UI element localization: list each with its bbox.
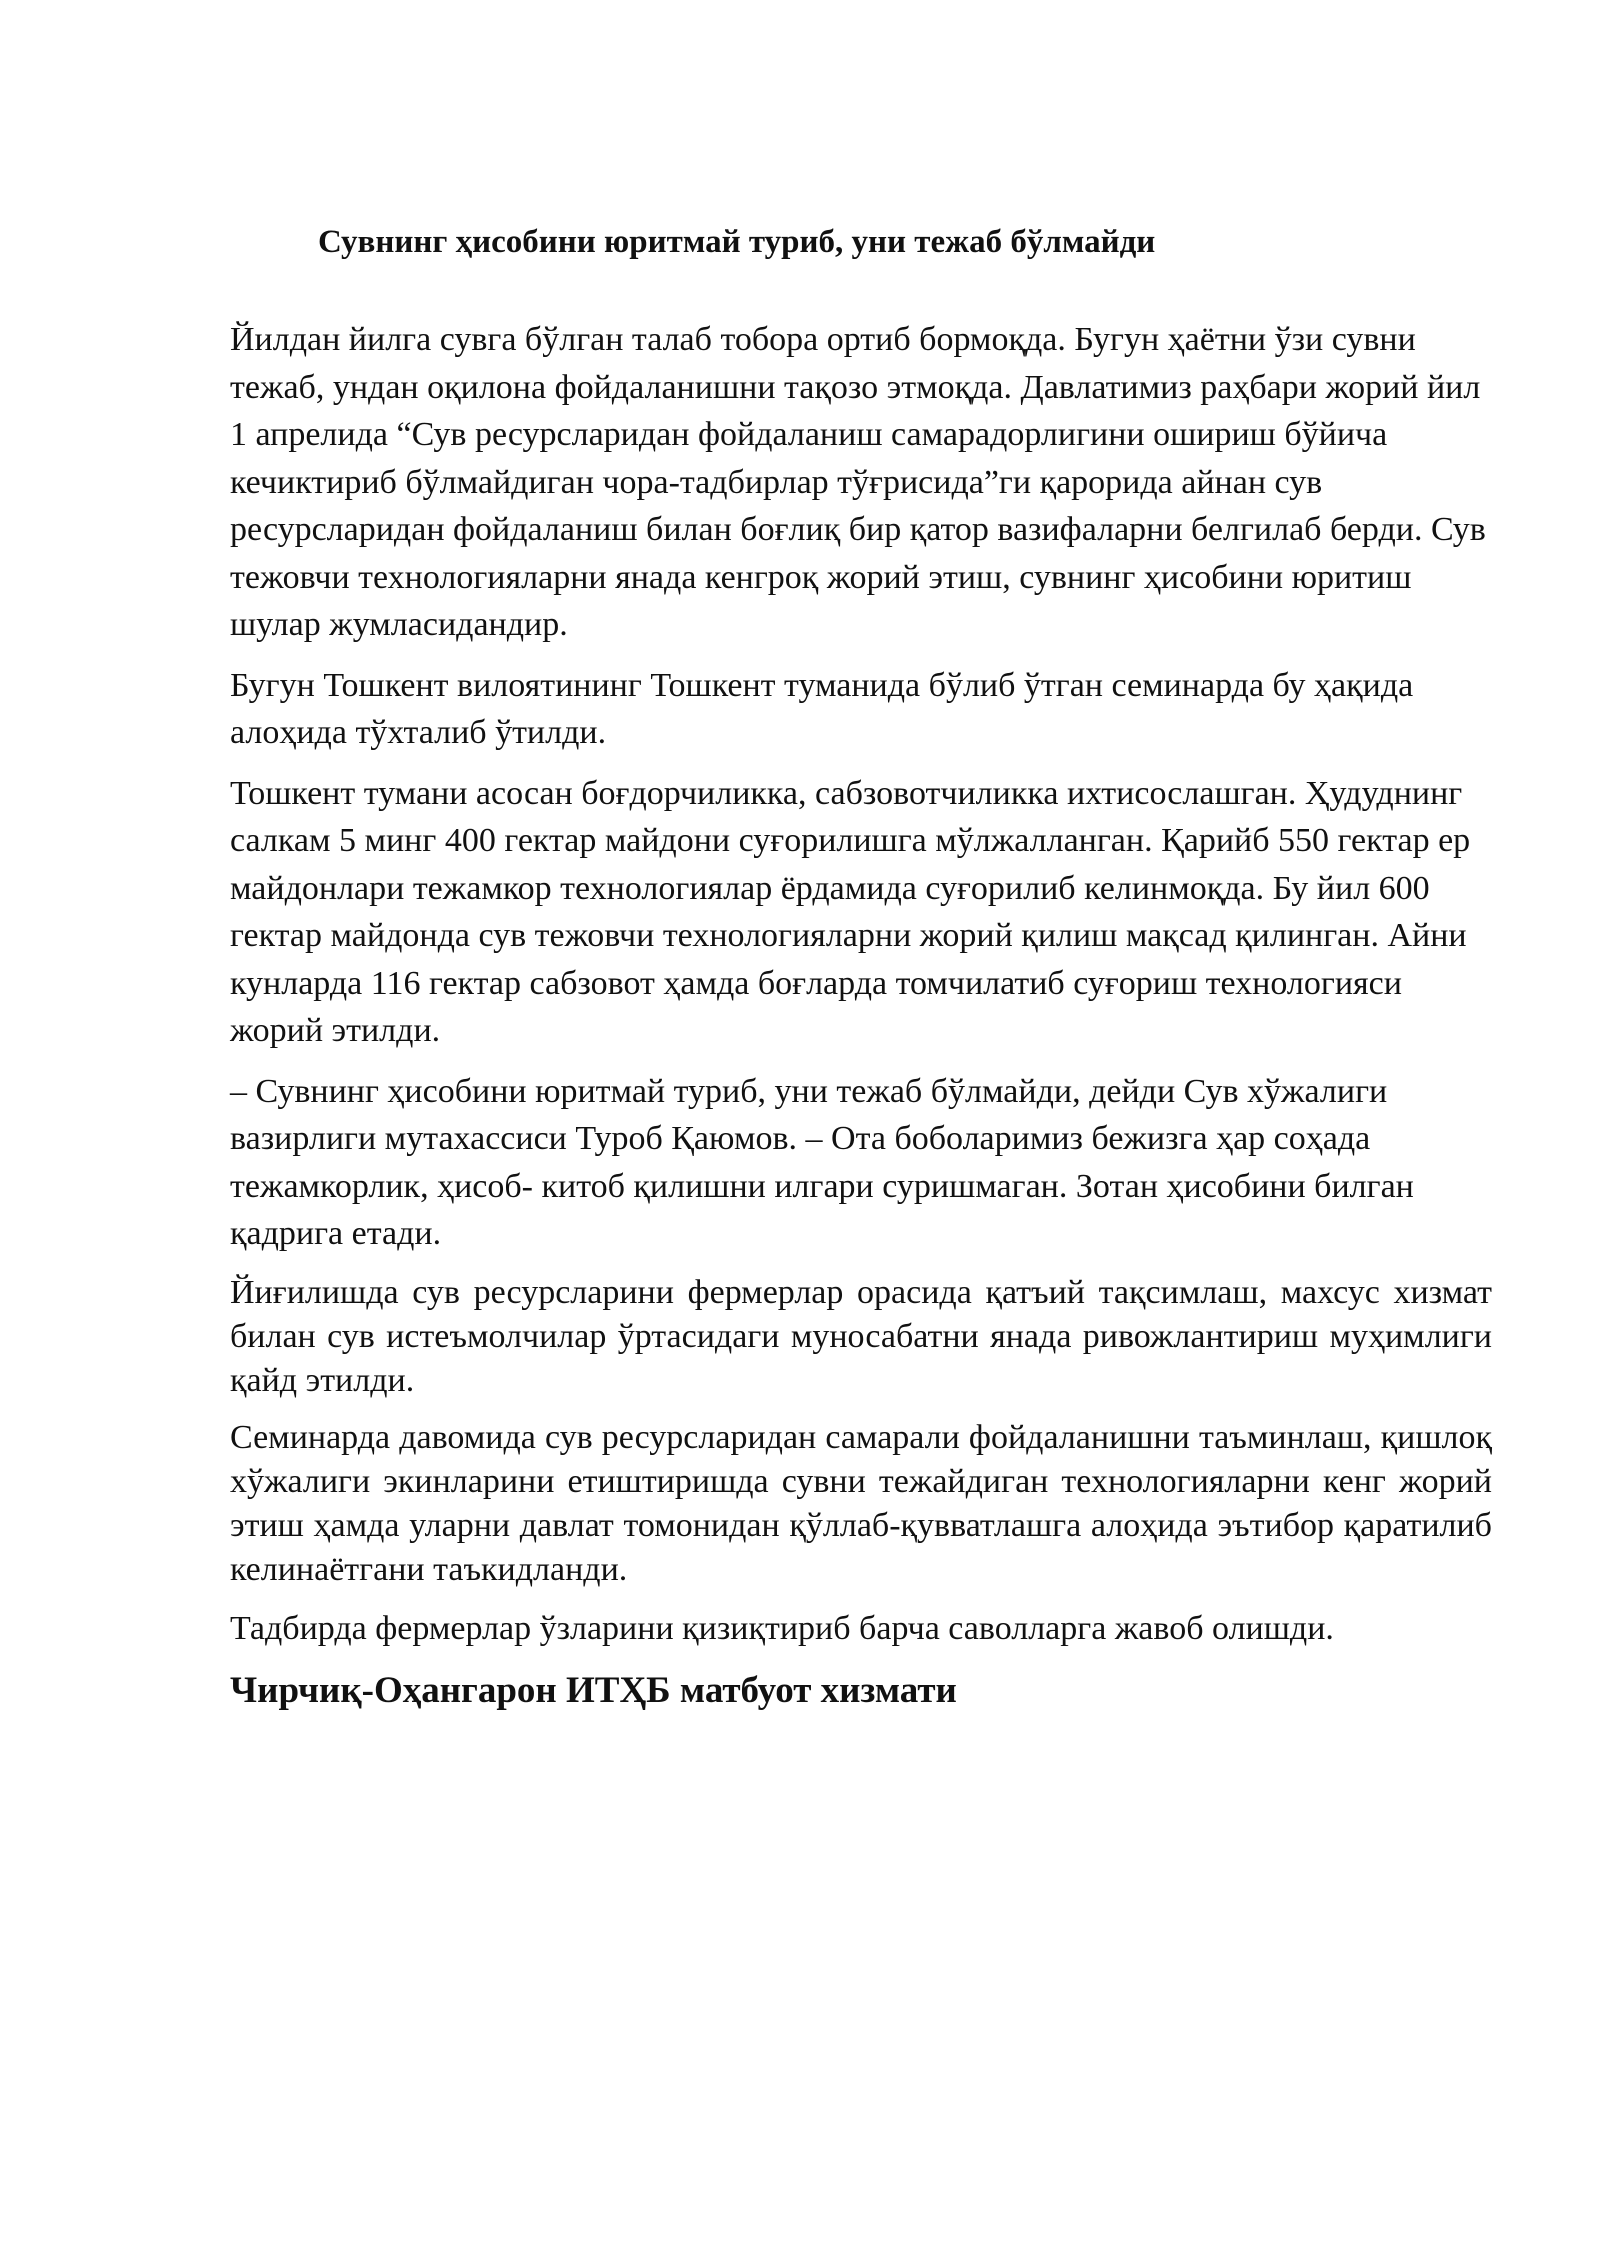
paragraph-6: Семинарда давомида сув ресурсларидан самарали фойдаланишни таъминлаш, қишлоқ хўжалиги экинларини етиштиришда сувни тежайдиган технологияларни кенг жорий этиш ҳамда уларни давлат томонидан қўллаб-қувватлашга алоҳида эътибор қаратилиб келинаётгани таъкидланди. — [230, 1418, 1492, 1588]
paragraph-7: Тадбирда фермерлар ўзларини қизиқтириб барча саволларга жавоб олишди. — [230, 1609, 1334, 1647]
paragraph-5: Йиғилишда сув ресурсларини фермерлар орасида қатъий тақсимлаш, махсус хизмат билан сув истеъмолчилар ўртасидаги муносабатни янада ривожлантириш муҳимлиги қайд этилди. — [230, 1273, 1492, 1399]
press-service-signature: Чирчиқ-Оҳангарон ИТҲБ матбуот хизмати — [230, 1670, 957, 1711]
paragraph-3: Тошкент тумани асосан боғдорчиликка, сабзовотчиликка ихтисослашган. Ҳудуднинг салкам 5 минг 400 гектар майдони суғорилишга мўлжалланган. Қарийб 550 гектар ер майдонлари тежамкор технологиялар ёрдамида суғорилиб келинмоқда. Бу йил 600 гектар майдонда сув тежовчи технологияларни жорий қилиш мақсад қилинган. Айни кунларда 116 гектар сабзовот ҳамда боғларда томчилатиб суғориш технологияси жорий этилди. — [230, 774, 1471, 1049]
document-title: Сувнинг ҳисобини юритмай туриб, уни тежаб бўлмайди — [318, 224, 1156, 260]
document-body — [230, 316, 1492, 1717]
paragraph-4-quote: – Сувнинг ҳисобини юритмай туриб, уни тежаб бўлмайди, дейди Сув хўжалиги вазирлиги мутахассиси Туроб Қаюмов. – Ота боболаримиз бежизга ҳар соҳада тежамкорлик, ҳисоб- китоб қилишни илгари суришмаган. Зотан ҳисобини билган қадрига етади. — [230, 1072, 1414, 1252]
paragraph-1: Йилдан йилга сувга бўлган талаб тобора ортиб бормоқда. Бугун ҳаётни ўзи сувни тежаб, ундан оқилона фойдаланишни тақозо этмоқда. Давлатимиз раҳбари жорий йил 1 апрелида “Сув ресурсларидан фойдаланиш самарадорлигини ошириш бўйича кечиктириб бўлмайдиган чора-тадбирлар тўғрисида”ги қарорида айнан сув ресурсларидан фойдаланиш билан боғлиқ бир қатор вазифаларни белгилаб берди. Сув тежовчи технологияларни янада кенгроқ жорий этиш, сувнинг ҳисобини юритиш шулар жумласидандир. — [230, 321, 1486, 643]
paragraph-2: Бугун Тошкент вилоятининг Тошкент туманида бўлиб ўтган семинарда бу ҳақида алоҳида тўхталиб ўтилди. — [230, 666, 1414, 751]
